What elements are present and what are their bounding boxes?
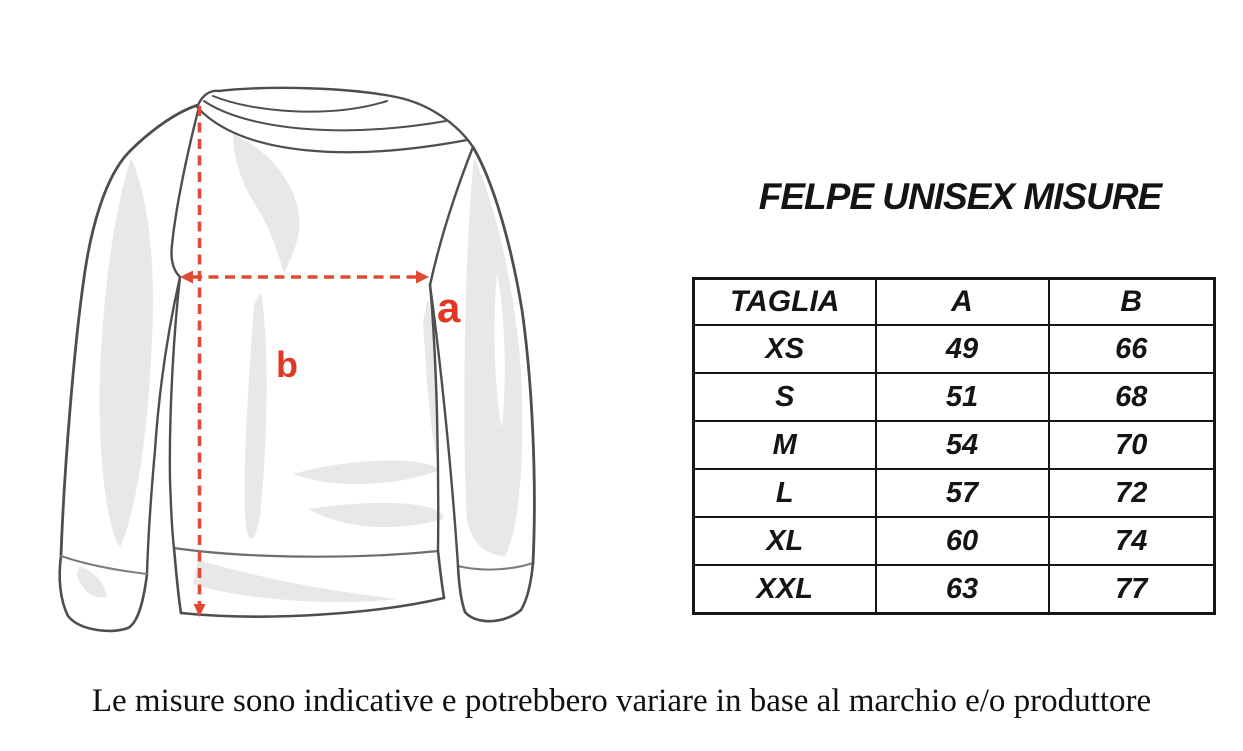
sweatshirt-drawing (0, 0, 660, 680)
table-row (694, 325, 1215, 373)
table-header-row (694, 279, 1215, 326)
chest-streak-shading (245, 292, 267, 539)
table-row (694, 565, 1215, 614)
table-row (694, 517, 1215, 565)
b-cell: 68 (1049, 373, 1215, 421)
table-row (694, 421, 1215, 469)
size-cell: L (694, 469, 876, 517)
a-cell: 54 (876, 421, 1049, 469)
size-cell: XL (694, 517, 876, 565)
size-cell: XS (694, 325, 876, 373)
size-cell: XXL (694, 565, 876, 614)
body-fold-shading-1 (293, 461, 438, 485)
right-sleeve-shading (464, 158, 522, 556)
b-cell: 70 (1049, 421, 1215, 469)
b-cell: 72 (1049, 469, 1215, 517)
a-cell: 57 (876, 469, 1049, 517)
chest-fold-shading (233, 134, 299, 274)
measure-line-b (194, 106, 206, 617)
measure-line-a (180, 271, 429, 284)
size-cell: S (694, 373, 876, 421)
left-sleeve-shading (100, 158, 153, 548)
measure-label-a: a (437, 284, 461, 331)
disclaimer-text: Le misure sono indicative e potrebbero variare in base al marchio e/o produttore (91, 683, 1152, 719)
col-header-a: A (876, 279, 1049, 326)
measure-label-b: b (276, 344, 298, 385)
b-cell: 74 (1049, 517, 1215, 565)
table-row (694, 373, 1215, 421)
a-cell: 51 (876, 373, 1049, 421)
col-header-b: B (1049, 279, 1215, 326)
hem-shading (193, 560, 398, 602)
a-cell: 60 (876, 517, 1049, 565)
a-cell: 63 (876, 565, 1049, 614)
body-fold-shading-2 (308, 503, 443, 527)
sweatshirt-diagram (0, 0, 660, 680)
size-chart-title: FELPE UNISEX MISURE (758, 176, 1162, 217)
size-cell: M (694, 421, 876, 469)
left-cuff-shading (77, 566, 107, 598)
table-row (694, 469, 1215, 517)
b-cell: 66 (1049, 325, 1215, 373)
col-header-taglia: TAGLIA (694, 279, 876, 326)
size-table (692, 277, 1216, 615)
b-cell: 77 (1049, 565, 1215, 614)
a-cell: 49 (876, 325, 1049, 373)
